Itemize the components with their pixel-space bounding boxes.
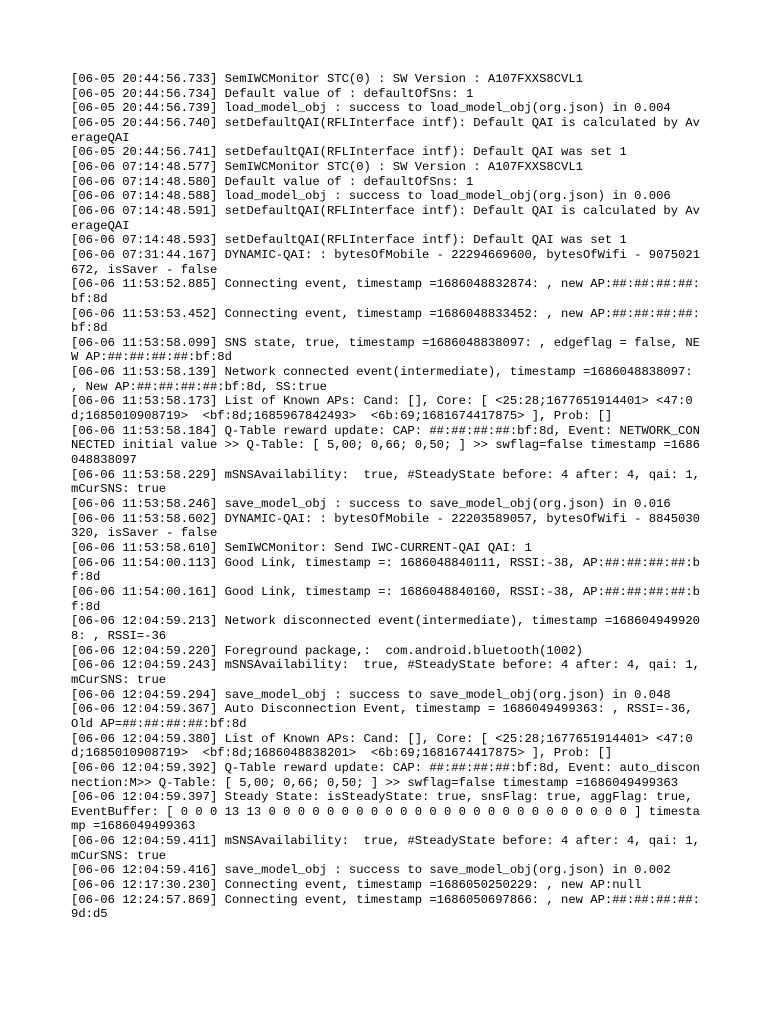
log-line: [06-06 11:53:58.184] Q-Table reward update: CAP: ##:##:##:##:bf:8d, Event: NETWORK_CONNECTED initial value >> Q-Table: [ 5,00; 0,66; 0,50; ] >> swflag=false timestamp =1686048838097 xyxy=(71,423,700,468)
log-line: [06-06 12:04:59.220] Foreground package,: com.android.bluetooth(1002) xyxy=(71,643,583,658)
log-line: [06-06 07:14:48.588] load_model_obj : success to load_model_obj(org.json) in 0.006 xyxy=(71,189,671,204)
log-line: [06-06 07:14:48.577] SemIWCMonitor STC(0) : SW Version : A107FXXS8CVL1 xyxy=(71,159,583,174)
log-document xyxy=(71,72,708,922)
log-line: [06-06 07:14:48.580] Default value of : defaultOfSns: 1 xyxy=(71,174,474,189)
log-line: [06-06 11:53:58.610] SemIWCMonitor: Send IWC-CURRENT-QAI QAI: 1 xyxy=(71,541,532,555)
log-line: [06-06 12:04:59.367] Auto Disconnection Event, timestamp = 1686049499363: , RSSI=-36, Old AP=##:##:##:##:bf:8d xyxy=(71,702,700,731)
log-line: [06-06 11:53:53.452] Connecting event, timestamp =1686048833452: , new AP:##:##:##:##:bf:8d xyxy=(71,306,700,336)
log-line: [06-06 11:53:52.885] Connecting event, timestamp =1686048832874: , new AP:##:##:##:##:bf:8d xyxy=(71,277,700,306)
log-line: [06-06 11:53:58.229] mSNSAvailability: true, #SteadyState before: 4 after: 4, qai: 1, mCurSNS: true xyxy=(71,467,708,497)
log-text-block xyxy=(71,72,708,922)
log-line: [06-06 12:04:59.392] Q-Table reward update: CAP: ##:##:##:##:bf:8d, Event: auto_disconnection:M>> Q-Table: [ 5,00; 0,66; 0,50; ] >> swflag=false timestamp =1686049499363 xyxy=(71,760,700,790)
log-line: [06-05 20:44:56.740] setDefaultQAI(RFLInterface intf): Default QAI is calculated by AverageQAI xyxy=(71,115,700,145)
log-line: [06-06 12:24:57.869] Connecting event, timestamp =1686050697866: , new AP:##:##:##:##:9d:d5 xyxy=(71,892,700,922)
log-line: [06-06 07:14:48.591] setDefaultQAI(RFLInterface intf): Default QAI is calculated by AverageQAI xyxy=(71,203,700,233)
log-line: [06-06 12:04:59.213] Network disconnected event(intermediate), timestamp =1686049499208: , RSSI=-36 xyxy=(71,614,700,643)
log-line: [06-06 07:31:44.167] DYNAMIC-QAI: : bytesOfMobile - 22294669600, bytesOfWifi - 9075021672, isSaver - false xyxy=(71,247,700,277)
log-line: [06-06 12:04:59.397] Steady State: isSteadyState: true, snsFlag: true, aggFlag: true, EventBuffer: [ 0 0 0 13 13 0 0 0 0 0 0 0 0 0 0 0 0 0 0 0 0 0 0 0 0 0 0 0 0 0 ] timestamp =1686049499363 xyxy=(71,790,700,834)
log-line: [06-06 12:04:59.416] save_model_obj : success to save_model_obj(org.json) in 0.002 xyxy=(71,863,671,878)
log-line: [06-06 11:53:58.173] List of Known APs: Cand: [], Core: [ <25:28;1677651914401> <47:0d;1685010908719> <bf:8d;1685967842493> <6b:69;1681674417875> ], Prob: [] xyxy=(71,394,693,424)
log-line: [06-06 11:54:00.113] Good Link, timestamp =: 1686048840111, RSSI:-38, AP:##:##:##:##:bf:8d xyxy=(71,555,700,585)
log-line: [06-06 12:17:30.230] Connecting event, timestamp =1686050250229: , new AP:null xyxy=(71,878,642,893)
log-line: [06-06 11:53:58.139] Network connected event(intermediate), timestamp =1686048838097: , New AP:##:##:##:##:bf:8d, SS:true xyxy=(71,365,700,394)
log-line: [06-06 07:14:48.593] setDefaultQAI(RFLInterface intf): Default QAI was set 1 xyxy=(71,233,627,248)
log-line: [06-05 20:44:56.734] Default value of : defaultOfSns: 1 xyxy=(71,86,474,101)
log-line: [06-06 12:04:59.380] List of Known APs: Cand: [], Core: [ <25:28;1677651914401> <47:0d;1685010908719> <bf:8d;1686048838201> <6b:69;1681674417875> ], Prob: [] xyxy=(71,731,693,761)
log-line: [06-06 12:04:59.294] save_model_obj : success to save_model_obj(org.json) in 0.048 xyxy=(71,687,671,702)
log-line: [06-06 11:54:00.161] Good Link, timestamp =: 1686048840160, RSSI:-38, AP:##:##:##:##:bf:8d xyxy=(71,584,700,614)
log-line: [06-06 11:53:58.099] SNS state, true, timestamp =1686048838097: , edgeflag = false, NEW AP:##:##:##:##:bf:8d xyxy=(71,335,700,365)
log-line: [06-05 20:44:56.741] setDefaultQAI(RFLInterface intf): Default QAI was set 1 xyxy=(71,145,627,160)
log-line: [06-06 12:04:59.411] mSNSAvailability: true, #SteadyState before: 4 after: 4, qai: 1, mCurSNS: true xyxy=(71,834,708,863)
log-line: [06-05 20:44:56.733] SemIWCMonitor STC(0) : SW Version : A107FXXS8CVL1 xyxy=(71,72,583,86)
log-line: [06-06 11:53:58.602] DYNAMIC-QAI: : bytesOfMobile - 22203589057, bytesOfWifi - 8845030320, isSaver - false xyxy=(71,511,700,541)
log-line: [06-06 11:53:58.246] save_model_obj : success to save_model_obj(org.json) in 0.016 xyxy=(71,497,671,512)
log-line: [06-05 20:44:56.739] load_model_obj : success to load_model_obj(org.json) in 0.004 xyxy=(71,101,671,116)
log-line: [06-06 12:04:59.243] mSNSAvailability: true, #SteadyState before: 4 after: 4, qai: 1, mCurSNS: true xyxy=(71,658,708,687)
